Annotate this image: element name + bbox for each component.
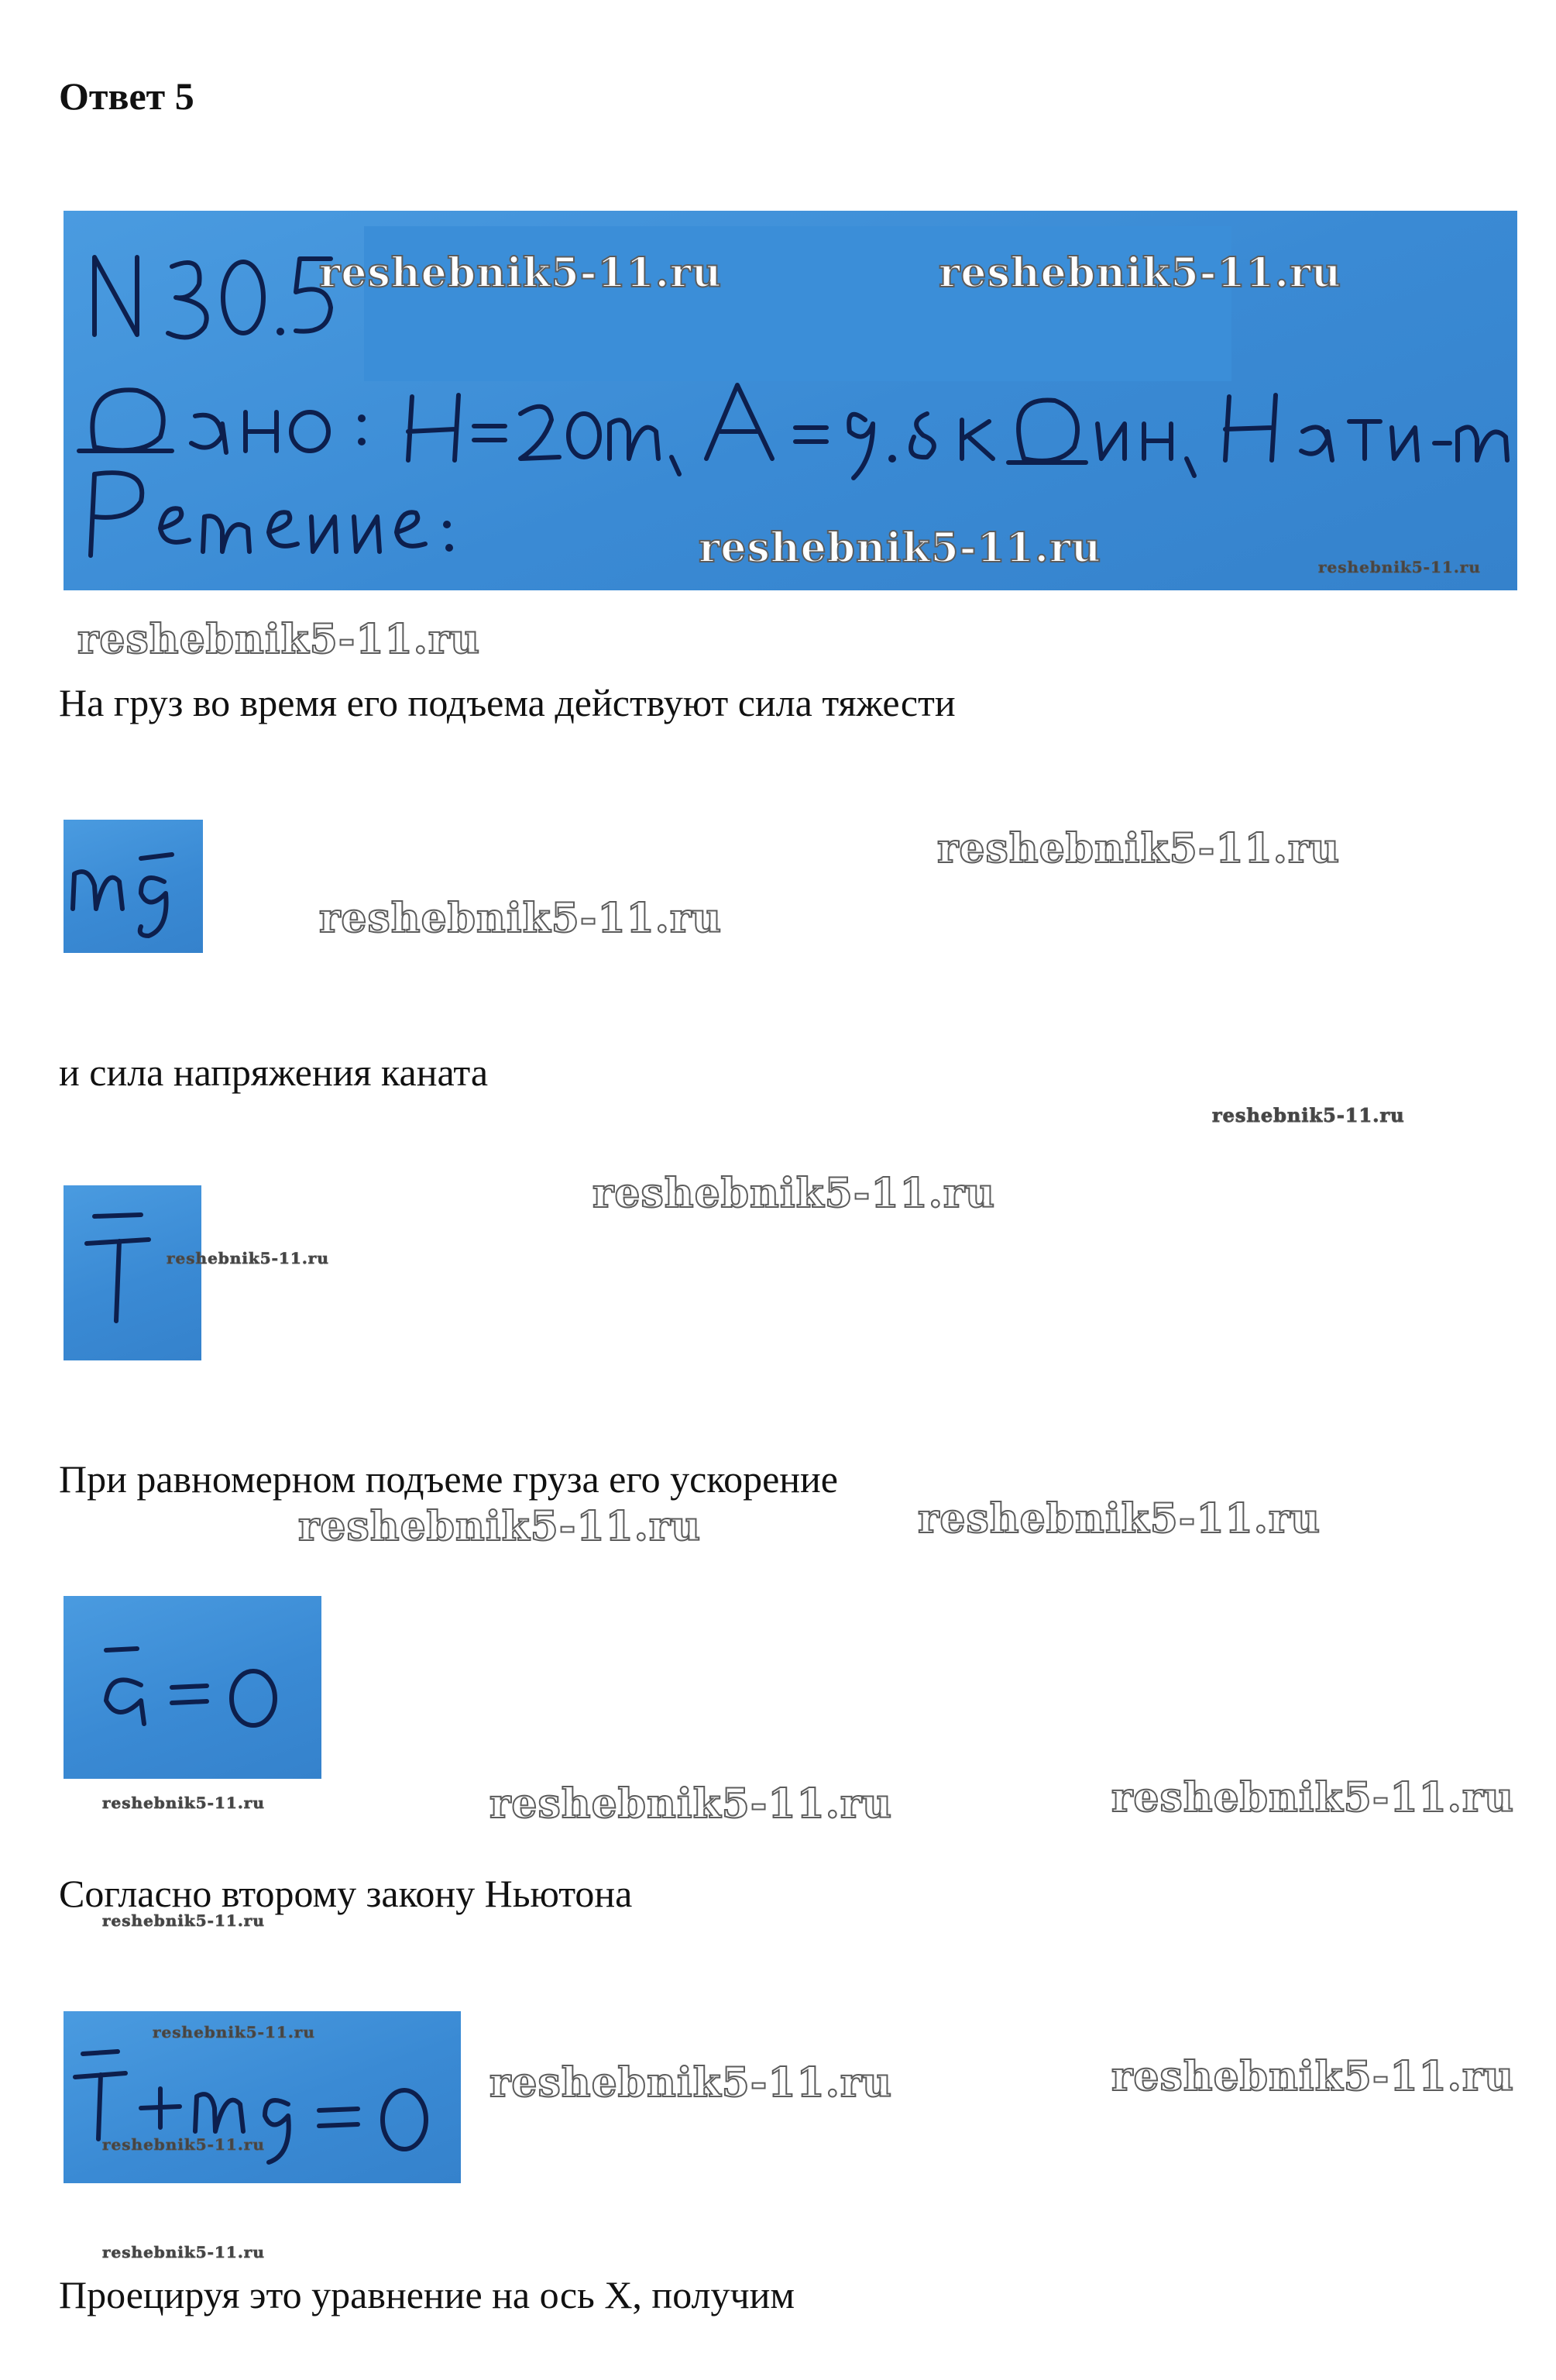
- watermark: reshebnik5-11.ru: [918, 1495, 1321, 1543]
- watermark: reshebnik5-11.ru: [489, 1780, 893, 1828]
- watermark: reshebnik5-11.ru: [1212, 1104, 1405, 1126]
- watermark: reshebnik5-11.ru: [1111, 1774, 1515, 1821]
- formula-newton-photo: [64, 2011, 461, 2183]
- watermark: reshebnik5-11.ru: [489, 2059, 893, 2107]
- watermark: reshebnik5-11.ru: [102, 2135, 265, 2154]
- paragraph-tension: и сила напряжения каната: [59, 1051, 489, 1094]
- watermark: reshebnik5-11.ru: [593, 1170, 996, 1217]
- watermark: reshebnik5-11.ru: [1318, 558, 1481, 576]
- watermark: reshebnik5-11.ru: [102, 1911, 265, 1930]
- watermark: reshebnik5-11.ru: [939, 249, 1342, 297]
- paragraph-uniform-lift: При равномерном подъеме груза его ускорение: [59, 1457, 838, 1501]
- watermark: reshebnik5-11.ru: [298, 1503, 702, 1550]
- watermark: reshebnik5-11.ru: [102, 1794, 265, 1812]
- watermark: reshebnik5-11.ru: [167, 1249, 329, 1267]
- formula-a0-photo: [64, 1596, 321, 1779]
- watermark: reshebnik5-11.ru: [1111, 2053, 1515, 2100]
- handwriting-t: [64, 1185, 201, 1360]
- paragraph-gravity: На груз во время его подъема действуют сила тяжести: [59, 681, 956, 724]
- paragraph-projection: Проецируя это уравнение на ось X, получим: [59, 2273, 795, 2316]
- formula-t-photo: [64, 1185, 201, 1360]
- watermark: reshebnik5-11.ru: [699, 524, 1102, 572]
- paragraph-newton-law: Согласно второму закону Ньютона: [59, 1872, 633, 1915]
- handwriting-a0: [64, 1596, 321, 1779]
- problem-photo: [64, 211, 1517, 590]
- watermark: reshebnik5-11.ru: [319, 895, 723, 942]
- formula-mg-photo: [64, 820, 203, 953]
- watermark: reshebnik5-11.ru: [319, 249, 723, 297]
- watermark: reshebnik5-11.ru: [77, 616, 481, 663]
- answer-heading: Ответ 5: [59, 74, 194, 118]
- watermark: reshebnik5-11.ru: [153, 2023, 315, 2041]
- watermark: reshebnik5-11.ru: [102, 2243, 265, 2261]
- watermark: reshebnik5-11.ru: [937, 825, 1341, 872]
- handwriting-mg: [64, 820, 203, 953]
